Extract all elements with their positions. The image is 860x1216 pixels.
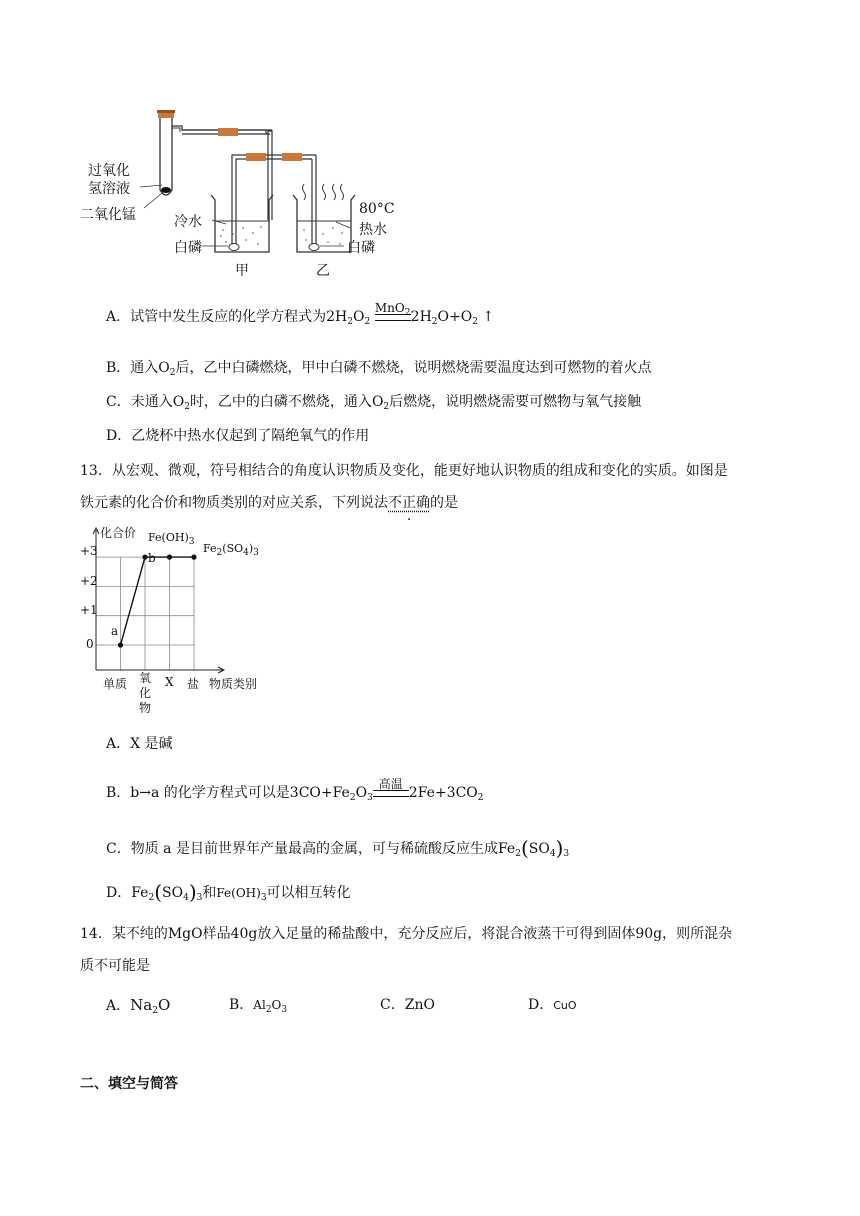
series-line-a-b	[121, 557, 146, 645]
chart-xlabel: 物质类别	[209, 677, 258, 691]
q13-option-c: C．物质 a 是目前世界年产量最高的金属，可与稀硫酸反应生成$Fe_2(SO_4)_3$	[106, 836, 570, 860]
label-h2o2-2: 氢溶液	[88, 181, 130, 197]
emphasis-text: 不正确	[388, 495, 430, 511]
data-point-feoh3	[167, 555, 172, 560]
q14-option-d: D．CuO	[528, 997, 577, 1013]
point-label-fe2so43: $Fe_2(SO_4)_3$	[203, 542, 259, 558]
equation-arrow: 高温	[373, 790, 409, 797]
y-tick-1: +1	[80, 603, 98, 617]
q12-option-b: B．通入$O_2$后，乙中白磷燃烧，甲中白磷不燃烧，说明燃烧需要温度达到可燃物的着火点	[106, 360, 652, 378]
q12-option-c: C．未通入$O_2$时，乙中的白磷不燃烧，通入$O_2$后燃烧，说明燃烧需要可燃物与氧气接触	[106, 394, 642, 412]
q13-stem-line2: 铁元素的化合价和物质类别的对应关系，下列说法不正确的是	[80, 495, 458, 511]
label-cold-water: 冷水	[174, 214, 202, 230]
equation-arrow: MnO$_2$	[375, 314, 411, 321]
data-point-fe2so43	[191, 555, 196, 560]
x-tick-salt: 盐	[187, 677, 200, 691]
label-hot-water: 热水	[359, 222, 387, 238]
q12-option-d: D．乙烧杯中热水仅起到了隔绝氧气的作用	[106, 428, 370, 444]
data-point-a	[118, 642, 123, 647]
q14-option-c: C．ZnO	[380, 997, 435, 1013]
chart-grid	[96, 557, 194, 670]
label-mno2: 二氧化锰	[80, 207, 136, 223]
y-tick-0: 0	[86, 637, 94, 651]
q13-option-a: A．X 是碱	[106, 736, 173, 752]
x-tick-oxide: 氧化物	[139, 671, 152, 715]
label-h2o2: 过氧化	[88, 163, 130, 179]
point-label-b: b	[148, 551, 156, 565]
label-phosphorus-right: 白磷	[347, 240, 375, 256]
point-label-feoh3: $Fe(OH)_3$	[148, 531, 195, 547]
q12-option-a: A．试管中发生反应的化学方程式为$2H_2O_2$ MnO$_2$ $2H_2O+O_2$ ↑	[106, 300, 495, 327]
q13-stem-line1: 13．从宏观、微观，符号相结合的角度认识物质及变化，能更好地认识物质的组成和变化的实质。如图是	[80, 463, 728, 479]
q13-option-d: D．$Fe_2(SO_4)_3$和$Fe(OH)_3$可以相互转化	[106, 880, 351, 904]
y-tick-3: +3	[80, 544, 98, 558]
section-title: 二、填空与简答	[80, 1076, 178, 1092]
chart-ylabel: 化合价	[100, 526, 137, 540]
q14-stem-line1: 14．某不纯的MgO样品40g放入足量的稀盐酸中，充分反应后，将混合液蒸干可得到固体90g，则所混杂	[80, 926, 733, 942]
label-jia: 甲	[235, 263, 249, 279]
q14-stem-line2: 质不可能是	[80, 958, 150, 974]
y-tick-2: +2	[80, 574, 98, 588]
label-temp: 80°C	[359, 201, 395, 217]
q14-option-a: A．$Na_2O$	[106, 996, 171, 1016]
label-yi: 乙	[316, 263, 330, 279]
data-point-b	[142, 555, 147, 560]
x-tick-simple: 单质	[103, 677, 128, 691]
x-tick-x: X	[165, 675, 174, 689]
point-label-a: a	[111, 624, 119, 638]
chart-marks	[118, 555, 197, 648]
q14-option-b: B．$Al_2O_3$	[229, 997, 288, 1015]
q13-option-b: B．b→a 的化学方程式可以是$3CO+Fe_2O_3$ 高温 $2Fe+3CO_2$	[106, 776, 484, 803]
label-phosphorus-left: 白磷	[174, 240, 202, 256]
